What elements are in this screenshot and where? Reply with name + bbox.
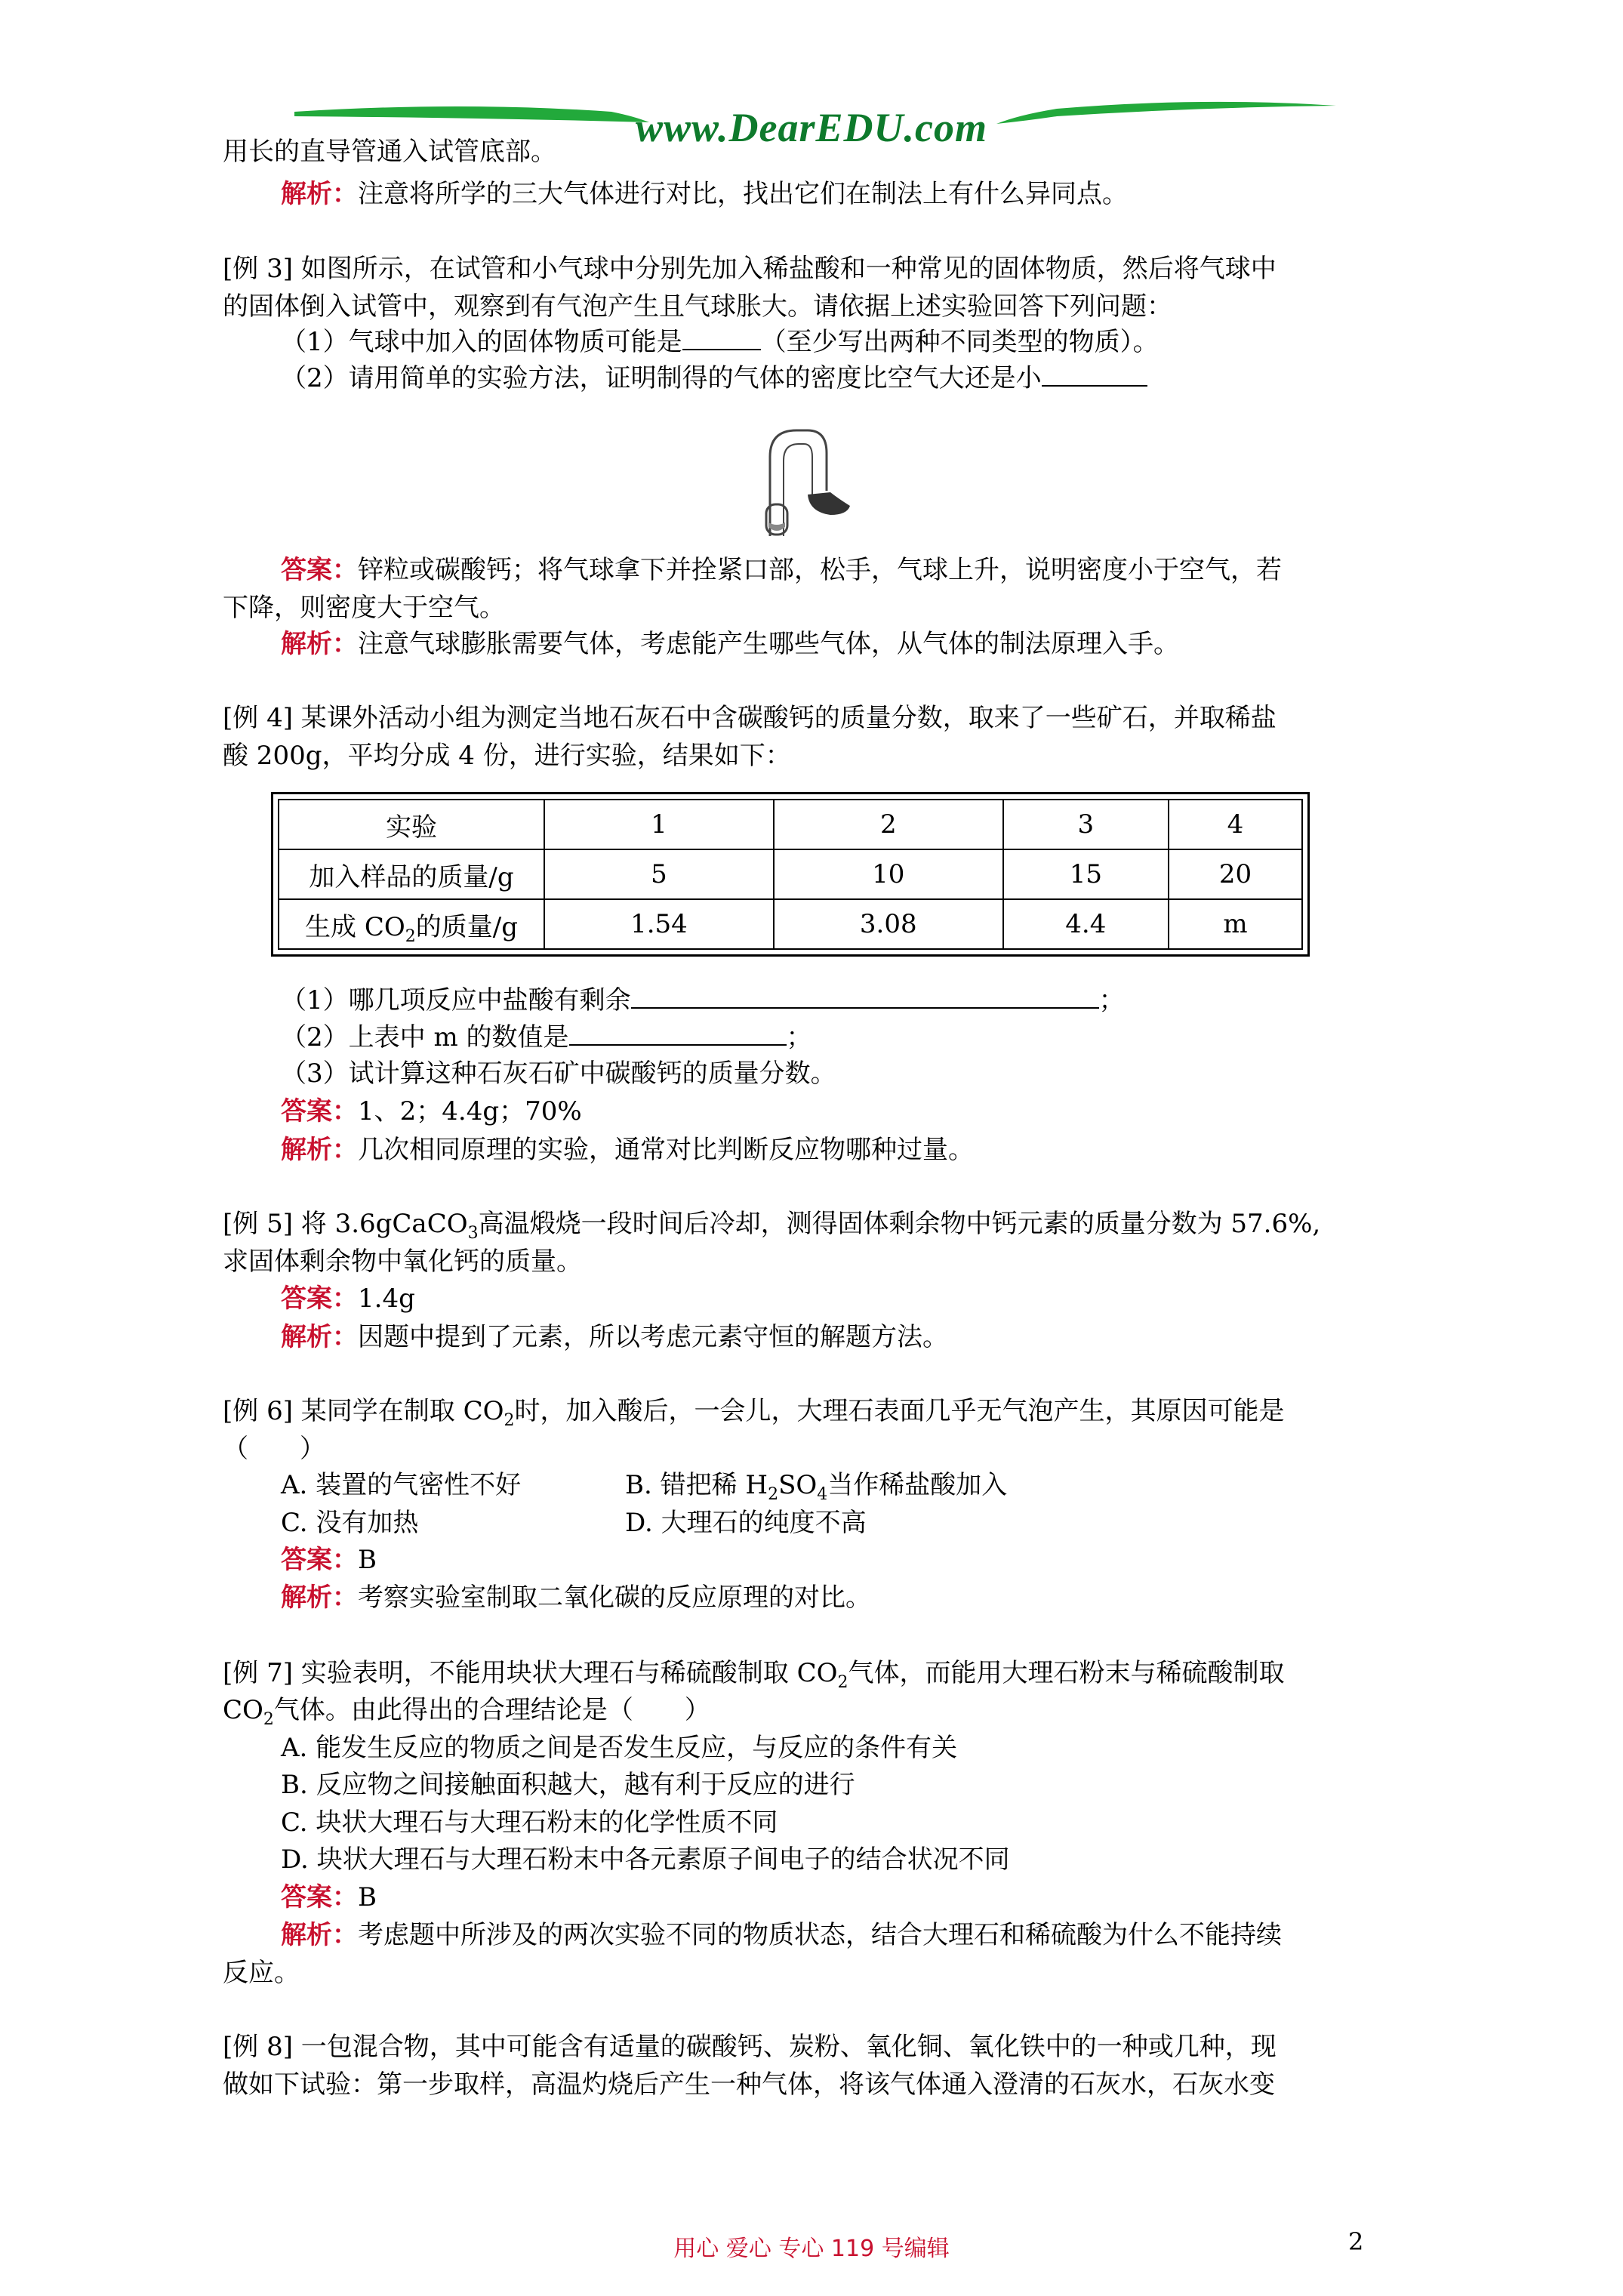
table-cell: 20 <box>1169 849 1302 899</box>
example-3-line-2: 的固体倒入试管中，观察到有气泡产生且气球胀大。请依据上述实验回答下列问题： <box>223 291 1172 322</box>
example-5-line-2: 求固体剩余物中氧化钙的质量。 <box>223 1247 582 1277</box>
option-b: B. 反应物之间接触面积越大，越有利于反应的进行 <box>281 1770 855 1800</box>
table-cell: 实验 <box>279 800 544 849</box>
table-cell: 1 <box>544 800 774 849</box>
answer-text: B <box>358 1882 377 1912</box>
analysis-line <box>281 1320 948 1354</box>
subscript: 2 <box>768 1484 779 1504</box>
analysis-line <box>281 1133 974 1167</box>
text: [例 6] 某同学在制取 CO <box>223 1396 504 1426</box>
table-cell: 5 <box>544 849 774 899</box>
table-cell: 4.4 <box>1003 899 1169 949</box>
answer-blank <box>682 326 761 350</box>
answer-line <box>281 1542 377 1577</box>
table-cell: 加入样品的质量/g <box>279 849 544 899</box>
text: 气体，而能用大理石粉末与稀硫酸制取 <box>848 1658 1285 1688</box>
site-logo-text: www.DearEDU.com <box>635 105 987 150</box>
option-d: D. 块状大理石与大理石粉末中各元素原子间电子的结合状况不同 <box>281 1845 1010 1875</box>
answer-text: B <box>358 1545 377 1575</box>
example-5-line-1 <box>223 1207 1320 1241</box>
analysis-line <box>281 627 1179 661</box>
analysis-line <box>281 1918 1282 1952</box>
question-text: （2）请用简单的实验方法，证明制得的气体的密度比空气大还是小 <box>281 363 1042 393</box>
test-tube-balloon-diagram <box>755 423 876 544</box>
text: 时，加入酸后，一会儿，大理石表面几乎无气泡产生，其原因可能是 <box>514 1396 1285 1426</box>
table-cell: 15 <box>1003 849 1169 899</box>
text-line: 用长的直导管通入试管底部。 <box>223 137 556 167</box>
option-d: D. 大理石的纯度不高 <box>625 1508 867 1538</box>
text: B. 错把稀 H <box>625 1470 768 1500</box>
analysis-text: 考察实验室制取二氧化碳的反应原理的对比。 <box>358 1583 871 1613</box>
table-row <box>279 849 1302 899</box>
answer-blank <box>631 985 1099 1009</box>
table-cell: 3.08 <box>774 899 1003 949</box>
page-number: 2 <box>1348 2227 1364 2256</box>
cell-text: 的质量/g <box>415 911 518 942</box>
subscript: 2 <box>504 1410 515 1430</box>
subscript: 2 <box>837 1672 848 1692</box>
analysis-label: 解析： <box>281 179 358 209</box>
analysis-line <box>281 1580 871 1615</box>
table-row <box>279 899 1302 949</box>
analysis-text: 几次相同原理的实验，通常对比判断反应物哪种过量。 <box>358 1135 974 1165</box>
table-cell: m <box>1169 899 1302 949</box>
table-cell: 3 <box>1003 800 1169 849</box>
example-4-question-2 <box>281 1020 812 1055</box>
answer-text: 1.4g <box>358 1284 415 1314</box>
option-a: A. 装置的气密性不好 <box>281 1470 522 1500</box>
subscript: 2 <box>263 1709 274 1729</box>
text: 气体。由此得出的合理结论是（ ） <box>273 1695 710 1725</box>
example-4-question-1 <box>281 983 1125 1018</box>
example-8-line-1: [例 8] 一包混合物，其中可能含有适量的碳酸钙、炭粉、氧化铜、氧化铁中的一种或几种，现 <box>223 2032 1277 2062</box>
option-a: A. 能发生反应的物质之间是否发生反应，与反应的条件有关 <box>281 1733 958 1763</box>
text: 高温煅烧一段时间后冷却，测得固体剩余物中钙元素的质量分数为 57.6%, <box>478 1209 1321 1239</box>
example-4-line-2: 酸 200g，平均分成 4 份，进行实验，结果如下： <box>223 741 791 771</box>
page-footer: 用心 爱心 专心 119 号编辑 <box>673 2236 950 2262</box>
question-text: （1）哪几项反应中盐酸有剩余 <box>281 985 631 1015</box>
example-8-line-2: 做如下试验：第一步取样，高温灼烧后产生一种气体，将该气体通入澄清的石灰水，石灰水变 <box>223 2069 1275 2100</box>
option-c: C. 块状大理石与大理石粉末的化学性质不同 <box>281 1808 778 1838</box>
table-row <box>279 800 1302 849</box>
example-4-question-3: （3）试计算这种石灰石矿中碳酸钙的质量分数。 <box>281 1059 836 1089</box>
answer-line-cont: 下降，则密度大于空气。 <box>223 593 505 623</box>
answer-line <box>281 1281 415 1316</box>
example-7-line-2 <box>223 1693 710 1727</box>
option-c: C. 没有加热 <box>281 1508 419 1538</box>
answer-label: 答案： <box>281 1545 358 1575</box>
analysis-text: 注意将所学的三大气体进行对比，找出它们在制法上有什么异同点。 <box>358 179 1128 209</box>
subscript: 4 <box>817 1484 828 1504</box>
question-text: （至少写出两种不同类型的物质）。 <box>760 327 1159 357</box>
question-text: （1）气球中加入的固体物质可能是 <box>281 327 682 357</box>
text: [例 7] 实验表明，不能用块状大理石与稀硫酸制取 CO <box>223 1658 838 1688</box>
analysis-line <box>281 177 1128 211</box>
analysis-label: 解析： <box>281 1920 358 1950</box>
answer-line <box>281 553 1282 587</box>
answer-label: 答案： <box>281 1096 358 1126</box>
example-3-line-1: [例 3] 如图所示，在试管和小气球中分别先加入稀盐酸和一种常见的固体物质，然后将气球中 <box>223 254 1277 284</box>
answer-text: 锌粒或碳酸钙；将气球拿下并拴紧口部，松手，气球上升，说明密度小于空气，若 <box>358 555 1282 585</box>
example-6-line-2: （ ） <box>223 1434 325 1464</box>
analysis-text: 考虑题中所涉及的两次实验不同的物质状态，结合大理石和稀硫酸为什么不能持续 <box>358 1920 1282 1950</box>
example-7-line-1 <box>223 1656 1284 1690</box>
analysis-text: 因题中提到了元素，所以考虑元素守恒的解题方法。 <box>358 1322 948 1352</box>
analysis-text: 注意气球膨胀需要气体，考虑能产生哪些气体，从气体的制法原理入手。 <box>358 629 1179 659</box>
table-cell <box>279 899 544 949</box>
text: 当作稀盐酸加入 <box>827 1470 1008 1500</box>
table-cell: 2 <box>774 800 1003 849</box>
analysis-line-cont: 反应。 <box>223 1958 300 1988</box>
example-3-question-1 <box>281 325 1159 359</box>
table-cell: 1.54 <box>544 899 774 949</box>
cell-text: 生成 CO <box>305 911 405 942</box>
text: [例 5] 将 3.6gCaCO <box>223 1209 468 1239</box>
subscript: 2 <box>405 926 416 946</box>
table-cell: 10 <box>774 849 1003 899</box>
example-6-line-1 <box>223 1394 1284 1428</box>
answer-line <box>281 1094 582 1129</box>
answer-label: 答案： <box>281 1284 358 1314</box>
example-3-question-2 <box>281 361 1147 396</box>
answer-text: 1、2；4.4g；70% <box>358 1096 582 1126</box>
example-4-line-1: [例 4] 某课外活动小组为测定当地石灰石中含碳酸钙的质量分数，取来了一些矿石，并取稀盐 <box>223 703 1277 733</box>
analysis-label: 解析： <box>281 629 358 659</box>
question-text: （2）上表中 m 的数值是 <box>281 1022 569 1052</box>
analysis-label: 解析： <box>281 1135 358 1165</box>
answer-blank <box>1042 362 1147 387</box>
option-b <box>625 1468 1007 1502</box>
analysis-label: 解析： <box>281 1322 358 1352</box>
answer-line <box>281 1880 377 1915</box>
question-text: ； <box>786 1022 812 1052</box>
subscript: 3 <box>467 1223 479 1243</box>
analysis-label: 解析： <box>281 1583 358 1613</box>
text: CO <box>223 1695 263 1725</box>
table-cell: 4 <box>1169 800 1302 849</box>
answer-label: 答案： <box>281 555 358 585</box>
answer-label: 答案： <box>281 1882 358 1912</box>
answer-blank <box>569 1022 787 1046</box>
experiment-table <box>278 799 1303 950</box>
text: SO <box>778 1470 818 1500</box>
question-text: ； <box>1098 985 1125 1015</box>
